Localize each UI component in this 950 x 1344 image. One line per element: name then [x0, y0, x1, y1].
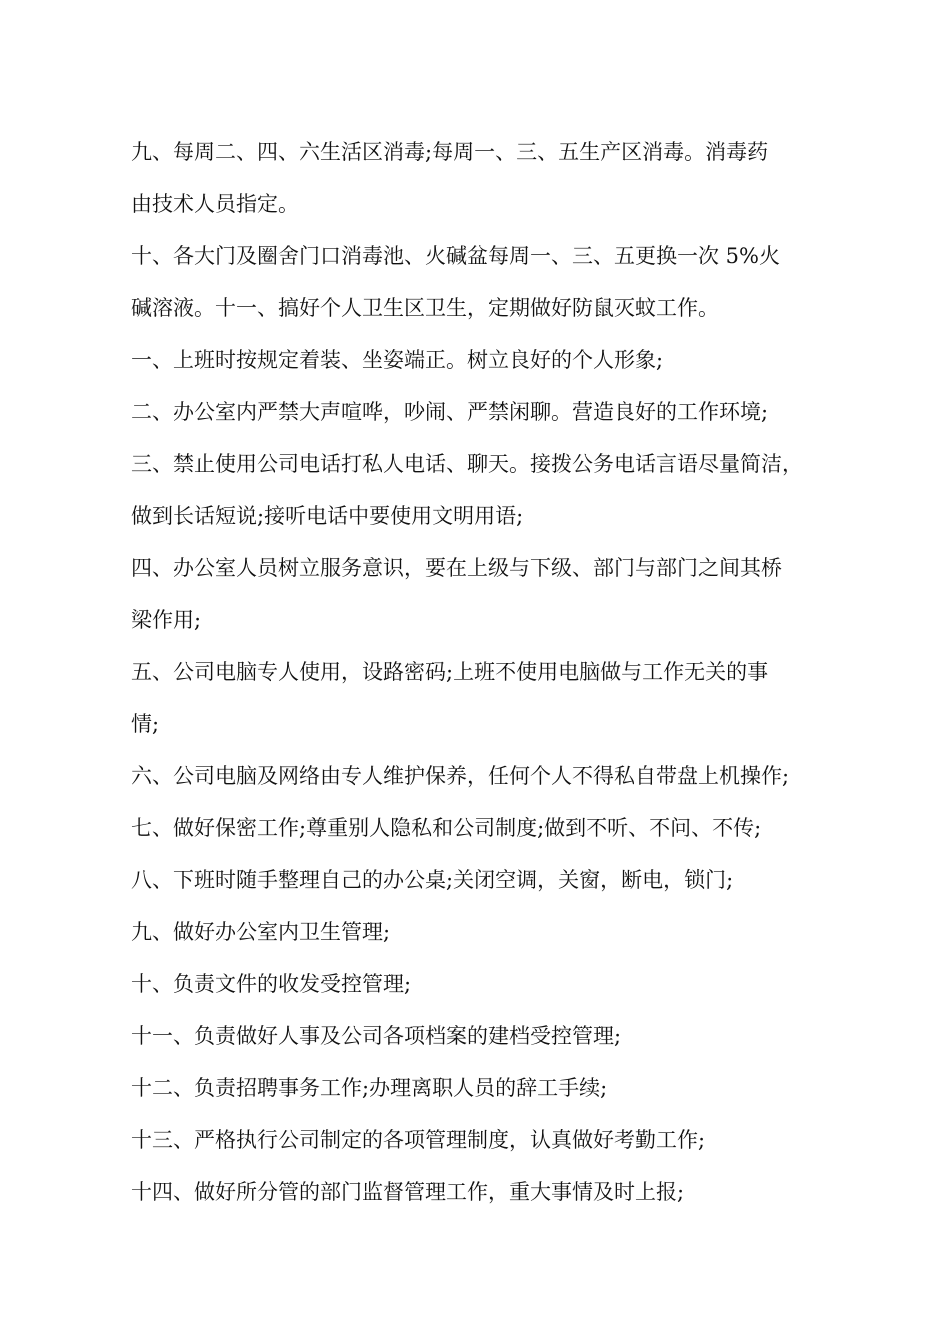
text-line: 梁作用;	[131, 608, 202, 632]
text-line: 十三、严格执行公司制定的各项管理制度，认真做好考勤工作;	[131, 1128, 706, 1152]
text-line: 六、公司电脑及网络由专人维护保养，任何个人不得私自带盘上机操作;	[131, 764, 790, 788]
text-line: 二、办公室内严禁大声喧哗，吵闹、严禁闲聊。营造良好的工作环境;	[131, 400, 769, 424]
text-line: 十一、负责做好人事及公司各项档案的建档受控管理;	[131, 1024, 622, 1048]
text-line: 十、各大门及圈舍门口消毒池、火碱盆每周一、三、五更换一次 5%火	[131, 244, 780, 268]
text-line: 做到长话短说;接听电话中要使用文明用语;	[131, 504, 524, 528]
text-line: 七、做好保密工作;尊重别人隐私和公司制度;做到不听、不问、不传;	[131, 816, 762, 840]
text-line: 十二、负责招聘事务工作;办理离职人员的辞工手续;	[131, 1076, 608, 1100]
text-line: 由技术人员指定。	[131, 192, 299, 216]
text-line: 一、上班时按规定着装、坐姿端正。树立良好的个人形象;	[131, 348, 664, 372]
text-line: 情;	[131, 712, 160, 736]
text-line: 九、做好办公室内卫生管理;	[131, 920, 391, 944]
text-line: 碱溶液。十一、搞好个人卫生区卫生，定期做好防鼠灭蚊工作。	[131, 296, 719, 320]
text-line: 八、下班时随手整理自己的办公桌;关闭空调，关窗，断电，锁门;	[131, 868, 734, 892]
text-line: 十四、做好所分管的部门监督管理工作，重大事情及时上报;	[131, 1180, 685, 1204]
text-line: 九、每周二、四、六生活区消毒;每周一、三、五生产区消毒。消毒药	[131, 140, 769, 164]
text-line: 五、公司电脑专人使用，设路密码;上班不使用电脑做与工作无关的事	[131, 660, 769, 684]
text-line: 三、禁止使用公司电话打私人电话、聊天。接拨公务电话言语尽量简洁，	[131, 452, 803, 476]
text-line: 四、办公室人员树立服务意识，要在上级与下级、部门与部门之间其桥	[131, 556, 782, 580]
text-line: 十、负责文件的收发受控管理;	[131, 972, 412, 996]
